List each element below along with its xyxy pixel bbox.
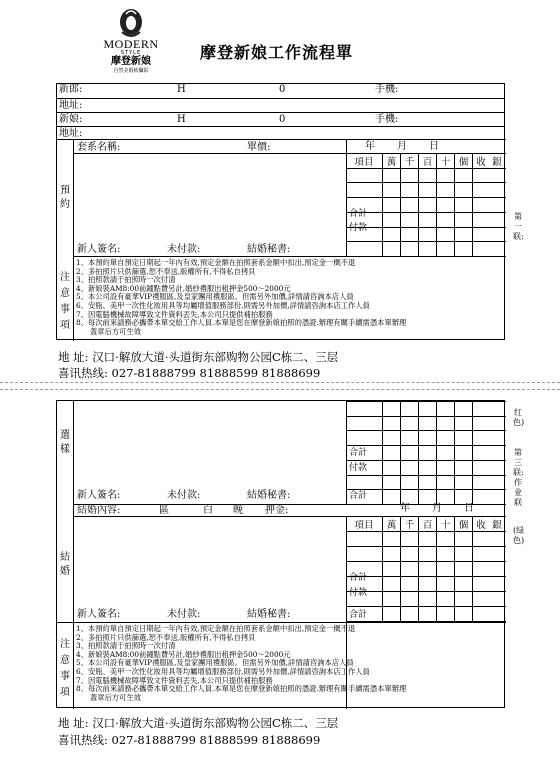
day-label: 日 <box>429 141 439 152</box>
notes-list <box>76 259 406 336</box>
total-label: 合計 <box>349 209 368 219</box>
copy-label-third: 第三联:作业联 <box>513 448 524 507</box>
hotline-label: 喜讯热线: <box>58 366 108 380</box>
table-grid-line <box>346 531 506 532</box>
paid-label: 付款 <box>349 223 368 233</box>
table-header-cell: 收 <box>476 520 486 531</box>
table-header-cell: 銀 <box>492 157 502 168</box>
address-line <box>58 716 338 730</box>
table-grid-line <box>472 153 473 256</box>
divider <box>73 256 506 257</box>
note-item: 蓋章后方可生效 <box>90 692 142 702</box>
brand-name-en: MODERN <box>103 37 159 51</box>
table-header-cell: 十 <box>440 520 451 531</box>
select-label: 選樣 <box>60 430 70 455</box>
note-item: 7、因電腦機械故障導致文件資料丟失,本公司只提供補拍服務 <box>76 309 273 319</box>
note-item: 4、新娘裝AM8:00前鐘點費另計,婚紗禮服出租押金500～2000元 <box>76 649 291 659</box>
table-grid-line <box>418 153 419 256</box>
unpaid-label: 未付款: <box>167 609 201 620</box>
top-form <box>56 83 505 340</box>
secretary-label: 結婚秘書: <box>247 490 291 501</box>
package-label: 套系名稱: <box>77 142 121 153</box>
table-grid-line <box>346 546 506 547</box>
bride-phone-label: 手機: <box>375 114 399 125</box>
note-item: 蓋章后方可生效 <box>90 326 142 336</box>
table-grid-line <box>346 241 506 242</box>
address-row <box>57 98 504 113</box>
note-item: 5、本公司設有豪華VIP禮服區,及皇家團用禮服區。但需另外加價,詳情請咨詢本店人員 <box>76 658 354 668</box>
address-text: 汉口·解放大道·头道街东部购物公园C栋二、三层 <box>92 350 339 364</box>
note-item: 3、拍照款請于拍照時一次付清 <box>76 641 176 651</box>
total-label: 合計 <box>349 610 368 620</box>
table-header-cell: 百 <box>422 157 433 168</box>
brand-style: STYLE <box>120 50 142 56</box>
table-header-cell: 個 <box>458 520 469 531</box>
copy-label-red: 红色) <box>513 408 525 427</box>
divider <box>73 153 346 154</box>
address-label: 地址: <box>59 100 83 111</box>
note-item: 7、因電腦機械故障導致文件資料丟失,本公司只提供補拍服務 <box>76 675 273 685</box>
copy-label-first: 第一联: <box>513 212 524 241</box>
sign-new-label: 新人簽名: <box>77 244 121 255</box>
total-label: 合計 <box>349 448 368 458</box>
table-header-cell: 銀 <box>492 520 502 531</box>
table-grid-line <box>454 401 455 504</box>
table-grid-line <box>346 475 506 476</box>
perforation-line <box>0 382 560 383</box>
table-grid-line <box>346 212 506 213</box>
deposit-label: 押金: <box>265 505 289 516</box>
table-grid-line <box>346 591 506 592</box>
divider <box>57 622 506 623</box>
table-header-cell: 百 <box>422 520 433 531</box>
total-label: 合計 <box>349 573 368 583</box>
note-item: 8、每次前來請務必攜帶本單交給工作人員.本單是您在摩登新娘拍照的憑證.辦理有關手續需憑本單辦理 <box>76 318 407 328</box>
table-grid-line <box>454 516 455 621</box>
brand-name-cn: 摩登新娘 <box>111 56 151 67</box>
perforation-line <box>0 389 560 390</box>
table-grid-line <box>472 516 473 621</box>
table-header-cell: 千 <box>404 520 415 531</box>
unpaid-label: 未付款: <box>167 490 201 501</box>
table-grid-line <box>346 197 506 198</box>
bottom-form <box>56 400 505 708</box>
table-grid-line <box>346 561 506 562</box>
note-item: 5、本公司設有豪華VIP禮服區,及皇家團用禮服區。但需另外加價,詳情請咨詢本店人員 <box>76 292 354 302</box>
copy-label-green: (绿色) <box>513 526 525 545</box>
address-text: 汉口·解放大道·头道街东部购物公园C栋二、三层 <box>92 716 339 730</box>
year-label: 年 <box>365 141 375 152</box>
day-label: 日 <box>464 503 474 514</box>
groom-h: H <box>177 84 186 95</box>
bride-row <box>57 112 504 127</box>
table-header-cell: 個 <box>458 157 469 168</box>
table-grid-line <box>436 401 437 504</box>
zone-label: 區 <box>159 505 169 516</box>
wedding-label: 結婚 <box>60 552 70 577</box>
note-item: 8、每次前來請務必攜帶本單交給工作人員.本單是您在摩登新娘拍照的憑證.辦理有關手續需憑本單辦理 <box>76 684 407 694</box>
table-grid-line <box>436 516 437 621</box>
table-header-cell: 萬 <box>386 520 397 531</box>
table-grid-line <box>346 445 506 446</box>
address-line-label: 地 址: <box>58 716 89 730</box>
bride-h: H <box>177 114 186 125</box>
divider <box>57 139 506 140</box>
note-item: 3、拍照款請于拍照時一次付清 <box>76 275 176 285</box>
groom-phone-label: 手機: <box>375 84 399 95</box>
bride-o: 0 <box>279 114 286 125</box>
divider <box>73 401 74 709</box>
page-title: 摩登新娘工作流程單 <box>200 43 354 62</box>
table-header-cell: 項目 <box>354 157 374 168</box>
table-grid-line <box>346 576 506 577</box>
sign-new-label: 新人簽名: <box>77 609 121 620</box>
table-grid-line <box>346 401 506 402</box>
table-grid-line <box>346 227 506 228</box>
table-grid-line <box>346 606 506 607</box>
divider <box>73 139 74 341</box>
note-item: 1、本預約單自預定日期起一年內有效,預定金額在拍照套系金額中扣出,預定金一概不退 <box>76 258 356 267</box>
table-header-cell: 萬 <box>386 157 397 168</box>
groom-label: 新郎: <box>59 84 83 95</box>
groom-o: 0 <box>279 84 286 95</box>
brand-tagline: 自然美婚紗攝影 <box>113 68 149 74</box>
table-header-cell: 千 <box>404 157 415 168</box>
unpaid-label: 未付款: <box>167 244 201 255</box>
paid-label: 付款 <box>349 588 368 598</box>
table-grid-line <box>400 153 401 256</box>
hotline-line <box>58 733 320 747</box>
hotline-text: 027-81888799 81888599 81888699 <box>111 366 321 380</box>
notes-label: 注意事項 <box>60 272 70 331</box>
secretary-label: 結婚秘書: <box>247 609 291 620</box>
evening-label: 晚 <box>233 505 243 516</box>
table-grid-line <box>382 401 383 504</box>
hotline-label: 喜讯热线: <box>58 733 108 747</box>
hotline-line <box>58 366 320 380</box>
table-grid-line <box>418 516 419 621</box>
note-item: 6、安瓶、美甲一次性化妝用具等均屬增值服務部份,則需另外加價,詳情請咨詢本店工作人員 <box>76 300 370 310</box>
table-grid-line <box>382 153 383 256</box>
table-grid-line <box>454 153 455 256</box>
table-grid-line <box>346 182 506 183</box>
table-grid-line <box>400 401 401 504</box>
booking-label: 預約 <box>60 185 70 210</box>
table-grid-line <box>418 401 419 504</box>
address-label-2: 地址: <box>59 128 83 139</box>
paid-label: 付款 <box>349 463 368 473</box>
year-label: 年 <box>400 503 410 514</box>
note-item: 2、多拍照片只供篩選,恕不奉送,版權所有,不得私自拷貝 <box>76 266 256 276</box>
month-label: 月 <box>432 503 442 514</box>
address-line <box>58 350 338 364</box>
note-item: 1、本預約單自預定日期起一年內有效,預定金額在拍照套系金額中扣出,預定金一概不退 <box>76 624 356 633</box>
month-label: 月 <box>397 141 407 152</box>
table-header-cell: 十 <box>440 157 451 168</box>
note-item: 2、多拍照片只供篩選,恕不奉送,版權所有,不得私自拷貝 <box>76 632 256 642</box>
sign-new-label: 新人簽名: <box>77 490 121 501</box>
address-line-label: 地 址: <box>58 350 89 364</box>
table-grid-line <box>346 489 506 490</box>
note-item: 6、安瓶、美甲一次性化妝用具等均屬增值服務部份,則需另外加價,詳情請咨詢本店工作人員 <box>76 666 370 676</box>
table-grid-line <box>346 416 506 417</box>
bride-portrait-logo-icon <box>118 8 144 38</box>
table-header-cell: 項目 <box>354 520 374 531</box>
address-row-2 <box>57 126 504 140</box>
secretary-label: 結婚秘書: <box>247 244 291 255</box>
table-grid-line <box>382 516 383 621</box>
total-label: 合計 <box>349 491 368 501</box>
notes-list <box>76 625 406 702</box>
table-grid-line <box>346 430 506 431</box>
bride-label: 新娘: <box>59 114 83 125</box>
brand-logo <box>86 8 176 80</box>
table-grid-line <box>400 516 401 621</box>
price-label: 單價: <box>247 142 271 153</box>
note-item: 4、新娘裝AM8:00前鐘點費另計,婚紗禮服出租押金500～2000元 <box>76 283 291 293</box>
wedding-content-label: 結婚內容: <box>77 505 121 516</box>
table-grid-line <box>472 401 473 504</box>
groom-row <box>57 83 504 99</box>
table-grid-line <box>346 460 506 461</box>
white-label: 白 <box>203 505 213 516</box>
hotline-text: 027-81888799 81888599 81888699 <box>111 733 321 747</box>
table-grid-line <box>436 153 437 256</box>
table-header-cell: 收 <box>476 157 486 168</box>
notes-label: 注意事項 <box>60 639 70 698</box>
